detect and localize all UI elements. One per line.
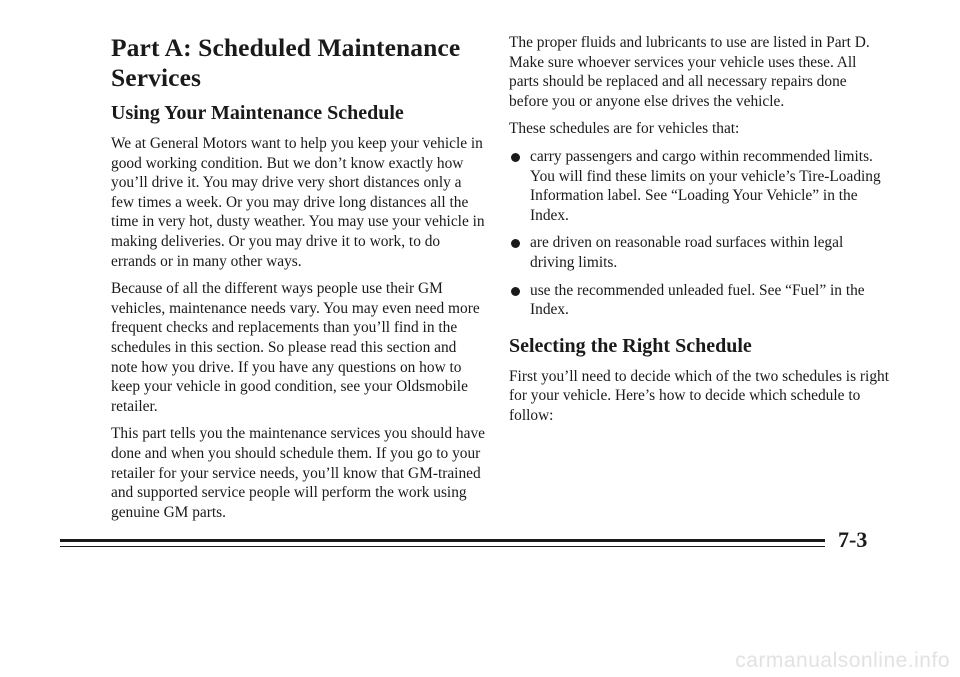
list-item-text: are driven on reasonable road surfaces within legal driving limits. — [530, 234, 844, 271]
part-title: Part A: Scheduled Maintenance Services — [111, 33, 461, 92]
left-column — [111, 33, 486, 530]
list-item — [509, 233, 889, 272]
list-item-text: carry passengers and cargo within recommended limits. You will find these limits on your vehicle’s Tire-Loading Information label. See “Loading Your Vehicle” in the Index. — [530, 147, 881, 224]
paragraph-intro: We at General Motors want to help you keep your vehicle in good working condition. But we don’t know exactly how you’ll drive it. You may drive very short distances only a few times a week. Or you may drive long distances all the time in very hot, dusty weather. You may use your vehicle in making deliveries. Or you may drive it to work, to do errands or in many other ways. — [111, 135, 485, 270]
watermark: carmanualsonline.info — [735, 649, 950, 672]
vehicle-conditions-list — [509, 147, 889, 320]
page-number: 7-3 — [838, 527, 868, 552]
bullet-icon — [511, 287, 520, 296]
paragraph-schedules-for: These schedules are for vehicles that: — [509, 120, 740, 138]
right-column — [509, 33, 889, 434]
paragraph-needs-vary: Because of all the different ways people use their GM vehicles, maintenance needs vary. You may even need more frequent checks and replacements than you’ll find in the schedules in this section. So please read this section and note how you drive. If you have any questions on how to keep your vehicle in good condition, see your Oldsmobile retailer. — [111, 280, 480, 415]
list-item-text: use the recommended unleaded fuel. See “Fuel” in the Index. — [530, 281, 865, 319]
section-heading-maintenance-schedule: Using Your Maintenance Schedule — [111, 102, 404, 124]
footer-rule-thin — [60, 546, 825, 547]
bullet-icon — [511, 239, 520, 248]
paragraph-decide: First you’ll need to decide which of the two schedules is right for your vehicle. Here’s how to decide which schedule to follow: — [509, 367, 889, 424]
bullet-icon — [511, 153, 520, 162]
footer-rule-thick — [60, 539, 825, 542]
list-item — [509, 281, 889, 320]
paragraph-this-part: This part tells you the maintenance services you should have done and when you should schedule them. If you go to your retailer for your service needs, you’ll know that GM-trained and supported service people will perform the work using genuine GM parts. — [111, 425, 485, 521]
paragraph-fluids: The proper fluids and lubricants to use are listed in Part D. Make sure whoever services your vehicle uses these. All parts should be replaced and all necessary repairs done before you or anyone else drives the vehicle. — [509, 34, 870, 110]
section-heading-right-schedule: Selecting the Right Schedule — [509, 334, 752, 357]
list-item — [509, 147, 889, 225]
